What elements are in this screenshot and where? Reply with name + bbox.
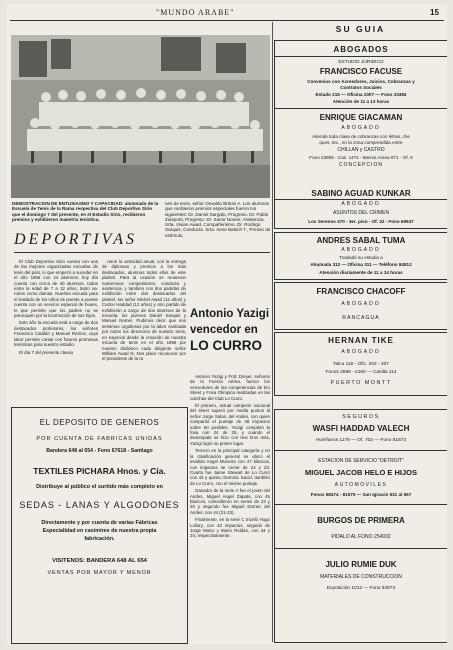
listing-line: RANCAGUA [342, 315, 380, 321]
paragraph: raron la actividad anual, con la entrega de diplomas y premios a los más destacados, alumnos todos ellos de este plantel. Para la ocasión se reunieron numerosos competidores, conducta y asistencia, y también con dos partidas de exhibición entre dos destacados del plantel, los señor Michel Awad (12 años) y Carlos Haddad (12 años) y otro partido de exhibición a cargo de dos alumnos de la escuela, los jóvenes Daniel Sarquis y Manuel Nomer. Pudimos decir que nos sentimos orgullosos por la labor realizada por todos los directores de nuestro tenis, en especial desde la creación de nuestra escuela de tenis en el año 1966 por nuestro dinámico cada dirigente señor William Awad N. Nos place reconocer por el presidente de la ra [102, 259, 186, 362]
ad-line: VISITENOS: BANDERA 648 AL 654 [52, 558, 147, 564]
listing-line: ABOGADO [341, 201, 381, 207]
listing-line: Los Serenos 470 - 3er. piso - Of. 32 - Fono 69947 [308, 219, 414, 224]
listing-name: BURGOS DE PRIMERA [317, 516, 405, 525]
listing-line: Atiende toda clase de cobranzas con letras, che [312, 134, 410, 139]
divider [275, 108, 447, 109]
category-header: SEGUROS [342, 414, 380, 420]
newspaper-page [6, 4, 447, 644]
team-photo [11, 35, 270, 198]
listing-line: ABOGADO [341, 247, 381, 253]
lawyers-box-5 [274, 332, 447, 396]
listing-line: ques, etc., en la zona comprendida entre [319, 140, 403, 145]
listing-line: CONCEPCION [339, 162, 383, 168]
page-number: 15 [430, 8, 439, 17]
ad-line: Directamente y por cuenta de varias Fábricas [41, 520, 158, 526]
article-yazigi [190, 374, 270, 541]
running-header [6, 8, 447, 20]
category-header: ABOGADOS [333, 45, 389, 54]
listing-line: Fonos 2698 - 2160 — Casilla 114 [325, 370, 397, 375]
guide-title: SU GUIA [335, 24, 386, 34]
listing-line: PUERTO MONTT [330, 380, 392, 386]
listing-line: ESTACION DE SERVICIO "DETROIT" [318, 458, 404, 464]
team-photo-image [11, 35, 270, 198]
publication-title: "MUNDO ARABE" [156, 8, 235, 17]
lawyers-box-4 [274, 282, 447, 330]
caption-prize-list: nes de tenis, señor Osvaldo Britoni A. Los alumnos que recibieron premios especiales fueron los siguientes: Dr. Daniel Sargalo, Progreso. Dr. Pablo Zulepotti, Progreso. Dr. Samir Nomer, Asistencia. Srta. Vivian Awad, Compañerismo. Dr. Rodrigo Sarquis, Conducta. Srta. Irene Baloch T., Premio de estímulo. [165, 201, 271, 238]
ad-line: TEXTILES PICHARA Hnos. y Cía. [33, 466, 166, 476]
paragraph: Este año la escuela está a cargo de dos destacados profesores, los señores Francisco Catalán y Manuel Retiros, cuya labor permite contar con futuros promesas tenísticas para nuestro estadio. [14, 320, 98, 348]
listing-name: MIGUEL JACOB HELO E HIJOS [305, 468, 417, 477]
headline-line: Antonio Yazigi [190, 308, 270, 320]
listing-line: Fonos 58474 - 81575 — San Ignacio 531 al 567 [310, 492, 412, 497]
article-tennis-col2 [102, 259, 186, 364]
headline-line: vencedor en [190, 324, 258, 336]
textiles-advertisement [11, 407, 188, 644]
article-tennis-col1 [14, 259, 98, 357]
divider [275, 450, 447, 451]
header-rule [10, 20, 444, 21]
listing-line: MATERIALES DE CONSTRUCCION [320, 574, 402, 580]
listing-line: ABOGADO [341, 125, 381, 131]
listing-line: ABOGADO [341, 349, 381, 355]
paragraph: Ganador de la serie A fue el joven del Andes, Miguel Angel Zapata, con 45 blancos, coincidieron en series de 23 y 20 y segundo fue Miguel Domec del Andes, con 44 (21-23). [190, 488, 270, 515]
paragraph: El Club Deportivo Sirio cuenta con una de las mejores organizadas escuelas de tenis del país, lo que empezó a suceder en el año 1966 con 24 alumnos; hoy día cuenta con cerca de 40 alumnos, todos entre la edad de 7 a 12 años, tanto varones como damas. Nuestra escuela para el traslado de los niños de puente a puente cuenta con un servicio especial de buses, lo que permite que los padres no se preocupen por la locomoción de sus hijos. [14, 259, 98, 319]
headline-yazigi [190, 306, 276, 354]
listing-name: FRANCISCO FACUSE [319, 67, 403, 76]
listing-name: ENRIQUE GIACAMAN [319, 113, 403, 122]
lawyers-box-2 [274, 184, 447, 229]
ad-line: EL DEPOSITO DE GENEROS [39, 418, 160, 427]
listing-line: Atención diariamente de 11 a 14 horas [319, 270, 403, 275]
lawyers-box-3 [274, 232, 447, 280]
ad-line: VENTAS POR MAYOR Y MENOR [47, 570, 152, 576]
listing-line: Trasladó su estudio a [339, 255, 383, 260]
paragraph: El día 7 del presente clausu [19, 349, 74, 355]
section-title-deportivas: DEPORTIVAS [14, 231, 138, 248]
listing-line: AUTOMOVILES [334, 482, 388, 488]
listing-line: Estado 215 — Oficina 1007 — Fono 33384 [315, 92, 407, 97]
lawyers-box-1 [274, 40, 447, 200]
listing-line: Huérfanos 1178 — Of. 702 — Fono 81673 [315, 438, 407, 443]
divider [275, 504, 447, 505]
listing-line: Exposición 1012 — Fono 93973 [326, 586, 396, 591]
listing-line: ASUNTOS DEL CRIMEN [332, 210, 390, 216]
ad-line: Distribuye al público el surtido más completo en [36, 484, 163, 490]
insurance-box [274, 409, 447, 643]
caption-bold: DEMOSTRACION DE ENTUSIASMO Y CAPACIDAD: alumnado de la Escuela de Tenis de la Rama respectiva del Club Deportivo Sirio que el domingo 7 del presente, en el Estadio Sirio, recibieron premios y exhibieron maestria tenística. [12, 201, 159, 222]
listing-line: Ahumada 312 — Oficina 311 — Teléfono 84813 [310, 262, 412, 267]
listing-line: Contratos Sociales [340, 85, 382, 90]
ad-line: Bandera 648 al 654 - Fono 67618 - Santiago [46, 448, 153, 454]
listing-line: CHILLAN y CASTRO [337, 147, 385, 153]
listing-name: WASFI HADDAD VALECH [312, 424, 410, 433]
listing-line: ABOGADO [341, 301, 381, 307]
listing-name: JULIO RUMIE DUK [325, 560, 397, 569]
ad-line: POR CUENTA DE FABRICAS UNIDAS [36, 436, 163, 442]
listing-line: ESTUDIO JURIDICO [338, 60, 384, 65]
paragraph: Antonio Yazigi y Fritz Dreyer, señores de la Fuerza Aérea, fueron los vencedores de las competencias de tiro Skeet y Fosa Olímpica realizadas en las canchas del Club Lo Curro. [190, 374, 270, 401]
section-rule [14, 252, 270, 253]
paragraph: Finalmente, en la serie C triunfó Hugo Lollory, con 43 impactos, seguido de Jorge Mutro y Mario Roldán, con 34 y 34, respectivamente. [190, 517, 270, 539]
paragraph: Tercero en la principal categoría y en la clasificación general se ubicó el invalido Angel Muneira con 47 blancos, con impactos se cerrar de 24 y 23. Cuarto fue Jaime Stewart de Lo Curro con 43 y quinto, Dominic Sacid, también de Lo Curro, con el mismo puntaje. [190, 448, 270, 486]
headline-line: LO CURRO [190, 338, 262, 353]
listing-line: Convenios con Acreedores, Juicios, Cobranzas y [307, 79, 415, 84]
divider [275, 56, 447, 57]
listing-name: ANDRES SABAL TUMA [316, 236, 406, 245]
ad-line: SEDAS - LANAS Y ALGODONES [19, 500, 180, 510]
listing-line: Fono 23905 - Cas. 1471 - Barros Arana 971 - Of. 9 [309, 155, 413, 160]
listing-name: HERNAN TIKE [328, 336, 394, 345]
ad-line: fabricación. [84, 536, 115, 542]
ad-line: Especialidad en casimires de nuestra propia [42, 528, 157, 534]
listing-line: Talca 119 - Ofic. 202 - 207 [333, 362, 389, 367]
listing-name: FRANCISCO CHACOFF [316, 287, 406, 296]
listing-name: SABINO AGUAD KUNKAR [311, 189, 411, 198]
paragraph: El primero, actual campeón nacional del skeet superó por media puntos al señor Jorge Salas, del Andes, con quien compartió el puntaje de 48 impactos sobre 50 posibles. Yazigi completó la fosa con 24 de 25, y cuando el desempate se hizo con tres tiros más, Yazigi logró su primer lugar. [190, 403, 270, 446]
listing-line: Atención de 11 a 13 horas [332, 99, 390, 104]
divider [275, 548, 447, 549]
listing-line: PIDALO AL FONO 254932 [331, 534, 391, 540]
